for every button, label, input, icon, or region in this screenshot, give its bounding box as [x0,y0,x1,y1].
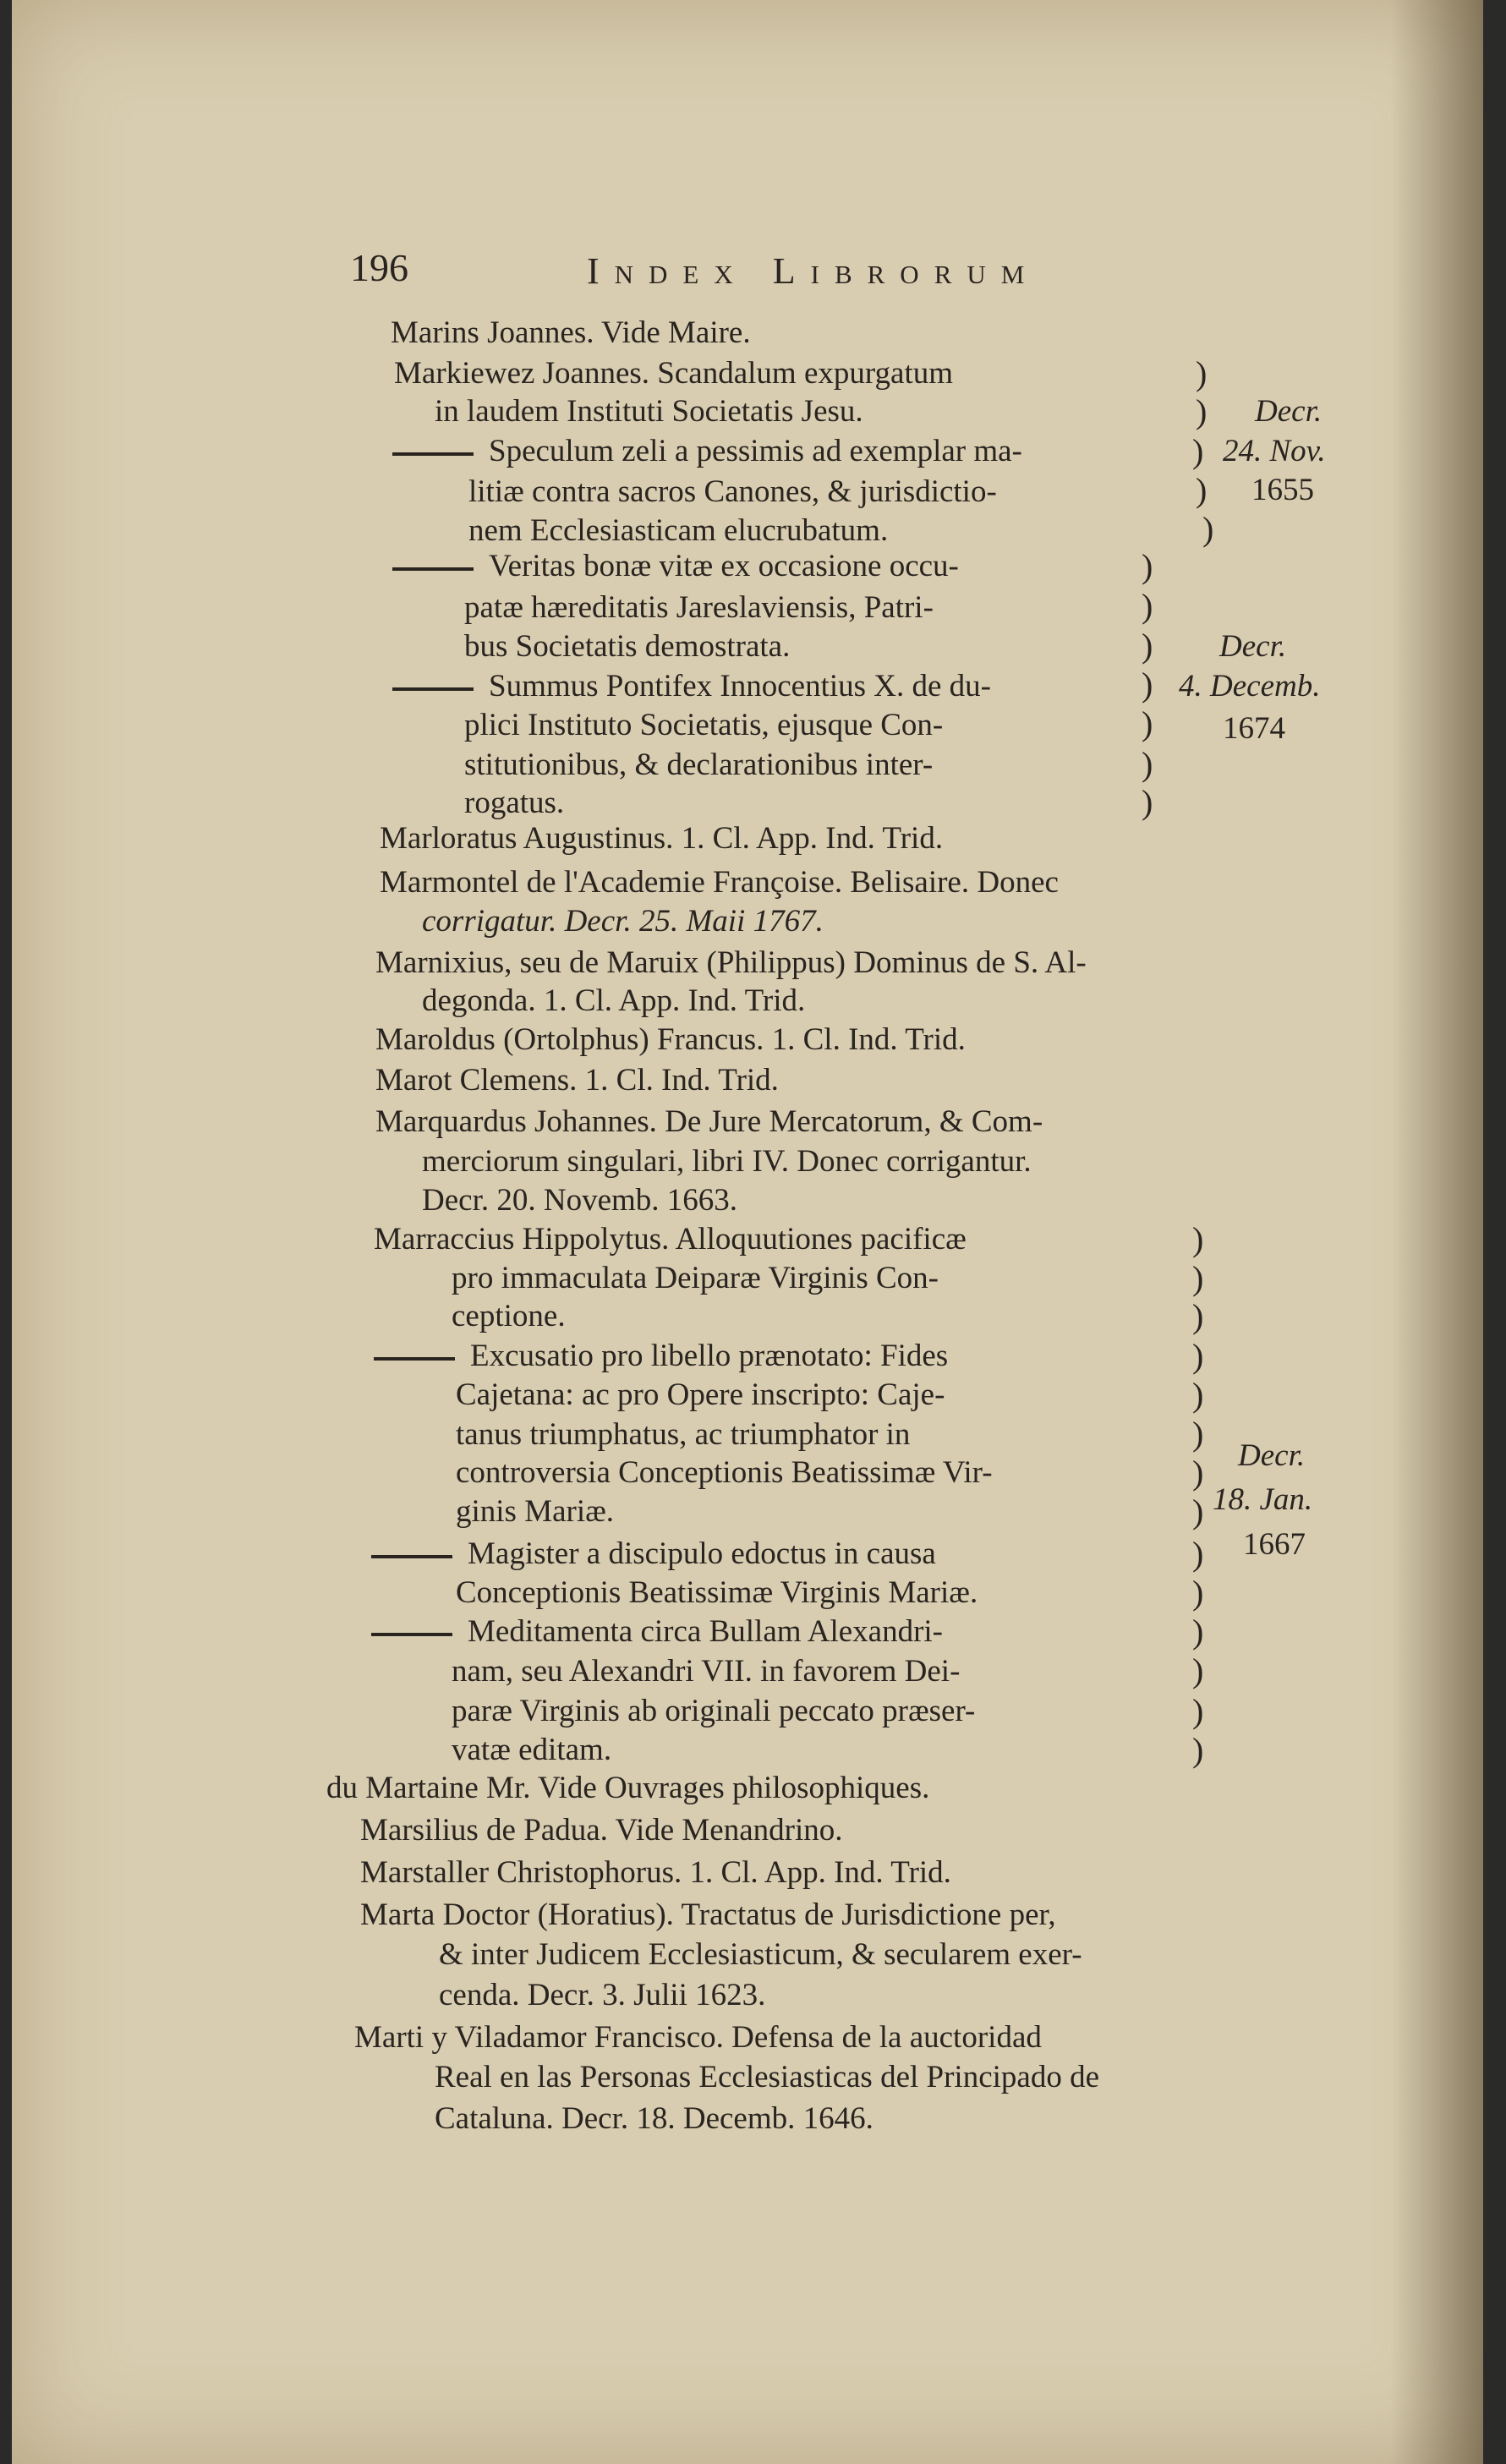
bracket: ) [1196,471,1208,509]
bracket: ) [1192,1535,1204,1573]
entry-line: in laudem Instituti Societatis Jesu. [435,394,863,429]
entry-line: patæ hæreditatis Jareslaviensis, Patri- [464,590,934,625]
entry-line: ceptione. [452,1299,566,1333]
entry-line: nem Ecclesiasticam elucrubatum. [468,513,889,548]
marginal-date: 1674 [1223,711,1285,746]
entry-line: cenda. Decr. 3. Julii 1623. [439,1978,766,2012]
entry-line: tanus triumphatus, ac triumphator in [456,1417,911,1452]
ditto-dash [392,567,474,571]
entry-line: Excusatio pro libello prænotato: Fides [374,1338,948,1374]
page-gutter-shadow [1390,0,1483,2464]
bracket: ) [1142,627,1153,665]
entry-line: Cajetana: ac pro Opere inscripto: Caje- [456,1377,945,1412]
entry-line: Veritas bonæ vitæ ex occasione occu- [392,548,959,584]
bracket: ) [1196,354,1208,392]
entry-line: ginis Mariæ. [456,1494,615,1529]
bracket: ) [1192,1259,1204,1297]
entry-line: Marnixius, seu de Maruix (Philippus) Dominus de S. Al- [375,945,1087,980]
bracket: ) [1142,783,1153,821]
entry-line: Summus Pontifex Innocentius X. de du- [392,668,991,704]
bracket: ) [1192,1731,1204,1769]
bracket: ) [1192,1337,1204,1375]
marginal-date: Decr. [1219,629,1287,664]
entry-line: litiæ contra sacros Canones, & jurisdictio- [468,474,997,509]
entry-line: Cataluna. Decr. 18. Decemb. 1646. [435,2101,873,2136]
entry-line: Decr. 20. Novemb. 1663. [422,1183,738,1218]
marginal-date: 1667 [1243,1527,1306,1562]
bracket: ) [1142,704,1153,742]
bracket: ) [1192,1692,1204,1730]
marginal-date: 4. Decemb. [1179,669,1321,704]
entry-line: Marstaller Christophorus. 1. Cl. App. Ind. Trid. [360,1855,951,1890]
entry-line: plici Instituto Societatis, ejusque Con- [464,708,944,742]
bracket: ) [1192,1454,1204,1492]
entry-line: Marins Joannes. Vide Maire. [391,315,751,350]
bracket: ) [1192,1297,1204,1335]
bracket: ) [1192,432,1204,470]
bracket: ) [1202,510,1214,548]
bracket: ) [1192,1613,1204,1651]
entry-line: Speculum zeli a pessimis ad exemplar ma- [392,433,1022,469]
entry-line: rogatus. [464,786,565,820]
entry-line: Marmontel de l'Academie Françoise. Belisaire. Donec [380,865,1059,900]
bracket: ) [1192,1376,1204,1414]
marginal-date: Decr. [1255,394,1323,429]
entry-line: paræ Virginis ab originali peccato præser- [452,1694,976,1728]
entry-line: nam, seu Alexandri VII. in favorem Dei- [452,1654,961,1689]
ditto-dash [374,1357,455,1361]
entry-line: merciorum singulari, libri IV. Donec corrigantur. [422,1144,1032,1179]
entry-line: Real en las Personas Ecclesiasticas del Principado de [435,2060,1099,2094]
entry-line: Magister a discipulo edoctus in causa [371,1536,936,1572]
bracket: ) [1142,587,1153,625]
ditto-dash [371,1633,452,1636]
page-number: 196 [350,246,408,289]
bracket: ) [1192,1651,1204,1689]
ditto-dash [371,1555,452,1558]
bracket: ) [1142,745,1153,783]
entry-line: vatæ editam. [452,1733,612,1767]
entry-line: Marquardus Johannes. De Jure Mercatorum, & Com- [375,1104,1043,1139]
marginal-date: Decr. [1238,1438,1306,1473]
entry-line: Conceptionis Beatissimæ Virginis Mariæ. [456,1575,978,1610]
bracket: ) [1192,1492,1204,1530]
marginal-date: 24. Nov. [1223,434,1326,468]
marginal-date: 18. Jan. [1213,1482,1313,1517]
bracket: ) [1192,1415,1204,1453]
entry-line: & inter Judicem Ecclesiasticum, & secularem exer- [439,1937,1082,1972]
entry-line: Markiewez Joannes. Scandalum expurgatum [394,356,954,391]
running-head: Index Librorum [587,250,1040,292]
ditto-dash [392,452,474,456]
entry-line: Maroldus (Ortolphus) Francus. 1. Cl. Ind. Trid. [375,1022,966,1057]
entry-line: Marraccius Hippolytus. Alloquutiones pacificæ [374,1222,967,1257]
book-page [12,0,1483,2464]
entry-line: Marloratus Augustinus. 1. Cl. App. Ind. Trid. [380,821,944,856]
marginal-date: 1655 [1251,473,1314,507]
entry-line: controversia Conceptionis Beatissimæ Vir- [456,1455,993,1490]
entry-line: pro immaculata Deiparæ Virginis Con- [452,1261,939,1295]
entry-line: Marta Doctor (Horatius). Tractatus de Jurisdictione per, [360,1897,1056,1932]
entry-line: Marsilius de Padua. Vide Menandrino. [360,1813,843,1848]
entry-line: degonda. 1. Cl. App. Ind. Trid. [422,983,806,1018]
bracket: ) [1142,547,1153,585]
entry-line: Marti y Viladamor Francisco. Defensa de la auctoridad [354,2020,1042,2055]
entry-line: bus Societatis demostrata. [464,629,791,664]
ditto-dash [392,687,474,691]
entry-line: Marot Clemens. 1. Cl. Ind. Trid. [375,1063,779,1098]
entry-line: Meditamenta circa Bullam Alexandri- [371,1613,943,1650]
bracket: ) [1142,665,1153,704]
bracket: ) [1192,1574,1204,1612]
entry-line: corrigatur. Decr. 25. Maii 1767. [422,904,824,939]
bracket: ) [1196,392,1208,430]
bracket: ) [1192,1220,1204,1258]
entry-line: du Martaine Mr. Vide Ouvrages philosophiques. [326,1771,930,1805]
entry-line: stitutionibus, & declarationibus inter- [464,747,934,782]
